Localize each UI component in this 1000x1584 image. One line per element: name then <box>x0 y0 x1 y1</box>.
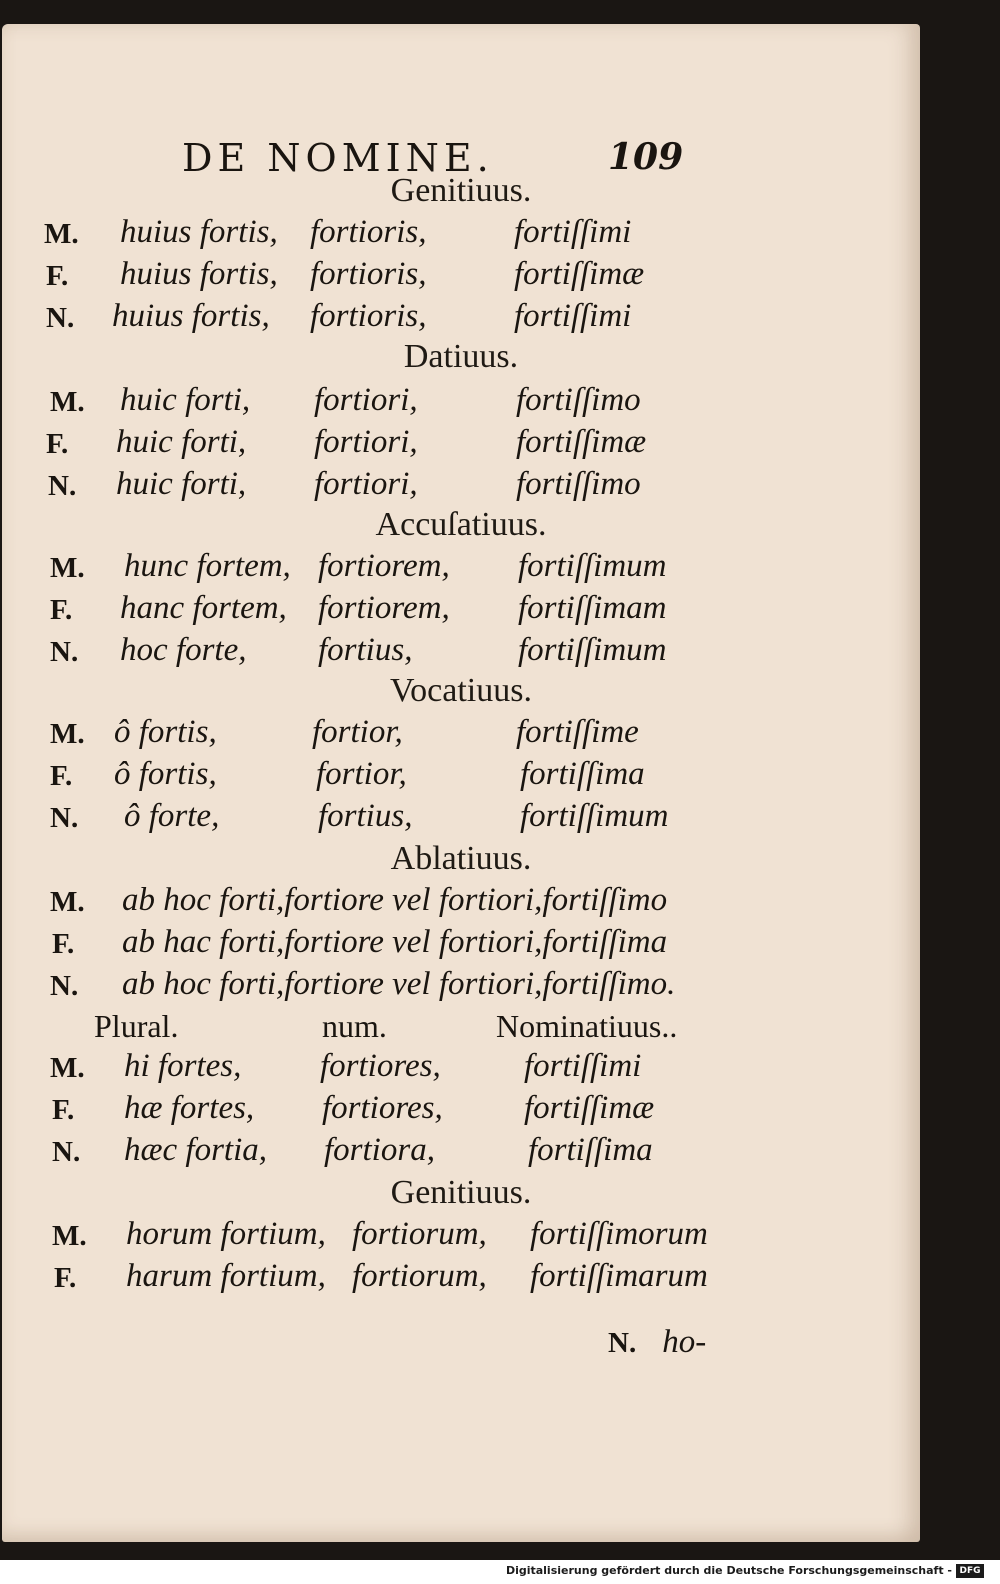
superlative-form: fortiſſimi <box>514 298 632 334</box>
table-row <box>2 1258 920 1298</box>
table-row <box>2 466 920 506</box>
gender-label: N. <box>50 970 79 1002</box>
superlative-form: fortiſſimum <box>518 632 667 668</box>
ablative-line: ab hoc forti,fortiore vel fortiori,fortiſſimo. <box>122 966 676 1002</box>
gender-label: M. <box>50 386 85 418</box>
comparative-form: fortiorum, <box>352 1258 487 1294</box>
gender-label: M. <box>50 552 85 584</box>
comparative-form: fortiori, <box>314 466 418 502</box>
gender-label: N. <box>46 302 75 334</box>
comparative-form: fortiores, <box>320 1048 441 1084</box>
comparative-form: fortiori, <box>314 382 418 418</box>
comparative-form: fortius, <box>318 632 413 668</box>
superlative-form: fortiſſime <box>516 714 639 750</box>
plural-heading-part: Nominatiuus.. <box>496 1008 678 1044</box>
positive-form: huius fortis, <box>120 214 278 250</box>
case-heading-genitive: Genitiuus. <box>390 172 532 209</box>
superlative-form: fortiſſimarum <box>530 1258 708 1294</box>
plural-heading-part: num. <box>322 1008 387 1044</box>
gender-label: M. <box>50 886 85 918</box>
footer-credit: Digitalisierung gefördert durch die Deutsche Forschungsgemeinschaft - <box>505 1564 952 1577</box>
gender-label: F. <box>52 1094 75 1126</box>
positive-form: huic forti, <box>116 424 247 460</box>
positive-form: hoc forte, <box>120 632 247 668</box>
ablative-line: ab hoc forti,fortiore vel fortiori,fortiſſimo <box>122 882 668 918</box>
positive-form: ô fortis, <box>114 714 217 750</box>
comparative-form: fortiorem, <box>318 590 450 626</box>
superlative-form: fortiſſimo <box>516 382 641 418</box>
table-row <box>2 924 920 964</box>
superlative-form: fortiſſimi <box>514 214 632 250</box>
table-row <box>2 590 920 630</box>
gender-label: M. <box>50 1052 85 1084</box>
case-heading-accusative: Accuſatiuus. <box>375 506 547 543</box>
superlative-form: fortiſſimam <box>518 590 667 626</box>
superlative-form: fortiſſimæ <box>524 1090 655 1126</box>
comparative-form: fortiori, <box>314 424 418 460</box>
table-row <box>2 256 920 296</box>
gender-label: F. <box>52 928 75 960</box>
gender-label: N. <box>48 470 77 502</box>
running-header: DE NOMINE. <box>182 136 494 180</box>
comparative-form: fortioris, <box>310 298 427 334</box>
ablative-line: ab hac forti,fortiore vel fortiori,fortiſſima <box>122 924 668 960</box>
superlative-form: fortiſſimum <box>520 798 669 834</box>
positive-form: huius fortis, <box>112 298 270 334</box>
comparative-form: fortioris, <box>310 214 427 250</box>
positive-form: huic forti, <box>116 466 247 502</box>
catchword <box>608 1324 706 1361</box>
table-row <box>2 1216 920 1256</box>
case-heading-plural-genitive: Genitiuus. <box>390 1174 532 1211</box>
table-row <box>2 1132 920 1172</box>
positive-form: huius fortis, <box>120 256 278 292</box>
table-row <box>2 632 920 672</box>
table-row <box>2 798 920 838</box>
case-heading-vocative: Vocatiuus. <box>390 672 532 709</box>
gender-label: F. <box>50 594 73 626</box>
table-row <box>2 214 920 254</box>
superlative-form: fortiſſimum <box>518 548 667 584</box>
page-number: 109 <box>608 136 684 178</box>
gender-label: M. <box>52 1220 87 1252</box>
comparative-form: fortiorem, <box>318 548 450 584</box>
table-row <box>2 382 920 422</box>
plural-heading <box>2 1008 920 1052</box>
positive-form: ô fortis, <box>114 756 217 792</box>
superlative-form: fortiſſima <box>528 1132 653 1168</box>
gender-label: M. <box>50 718 85 750</box>
gender-label: F. <box>46 428 69 460</box>
comparative-form: fortiorum, <box>352 1216 487 1252</box>
comparative-form: fortioris, <box>310 256 427 292</box>
catchword-word: ho- <box>662 1324 707 1360</box>
positive-form: harum fortium, <box>126 1258 326 1294</box>
positive-form: ô forte, <box>124 798 220 834</box>
dfg-logo: DFG <box>956 1564 984 1578</box>
footer-bar <box>0 1560 1000 1584</box>
positive-form: hi fortes, <box>124 1048 242 1084</box>
gender-label: F. <box>54 1262 77 1294</box>
gender-label: F. <box>46 260 69 292</box>
table-row <box>2 966 920 1006</box>
table-row <box>2 882 920 922</box>
comparative-form: fortius, <box>318 798 413 834</box>
positive-form: hæc fortia, <box>124 1132 268 1168</box>
table-row <box>2 1048 920 1088</box>
table-row <box>2 1090 920 1130</box>
gender-label: F. <box>50 760 73 792</box>
comparative-form: fortiora, <box>324 1132 435 1168</box>
table-row <box>2 714 920 754</box>
comparative-form: fortior, <box>312 714 403 750</box>
positive-form: hæ fortes, <box>124 1090 255 1126</box>
table-row <box>2 548 920 588</box>
gender-label: M. <box>44 218 79 250</box>
positive-form: huic forti, <box>120 382 251 418</box>
superlative-form: fortiſſimæ <box>516 424 647 460</box>
case-heading-dative: Datiuus. <box>403 338 519 375</box>
superlative-form: fortiſſimo <box>516 466 641 502</box>
table-row <box>2 756 920 796</box>
positive-form: hunc fortem, <box>124 548 291 584</box>
gender-label: N. <box>52 1136 81 1168</box>
comparative-form: fortior, <box>316 756 407 792</box>
gender-label: N. <box>50 802 79 834</box>
superlative-form: fortiſſimæ <box>514 256 645 292</box>
comparative-form: fortiores, <box>322 1090 443 1126</box>
table-row <box>2 424 920 464</box>
case-heading-ablative: Ablatiuus. <box>390 840 532 877</box>
positive-form: hanc fortem, <box>120 590 287 626</box>
superlative-form: fortiſſimi <box>524 1048 642 1084</box>
table-row <box>2 298 920 338</box>
superlative-form: fortiſſimorum <box>530 1216 708 1252</box>
plural-heading-part: Plural. <box>94 1008 179 1044</box>
gender-label: N. <box>50 636 79 668</box>
superlative-form: fortiſſima <box>520 756 645 792</box>
catchword-label: N. <box>608 1327 637 1359</box>
book-page <box>2 24 920 1542</box>
positive-form: horum fortium, <box>126 1216 326 1252</box>
